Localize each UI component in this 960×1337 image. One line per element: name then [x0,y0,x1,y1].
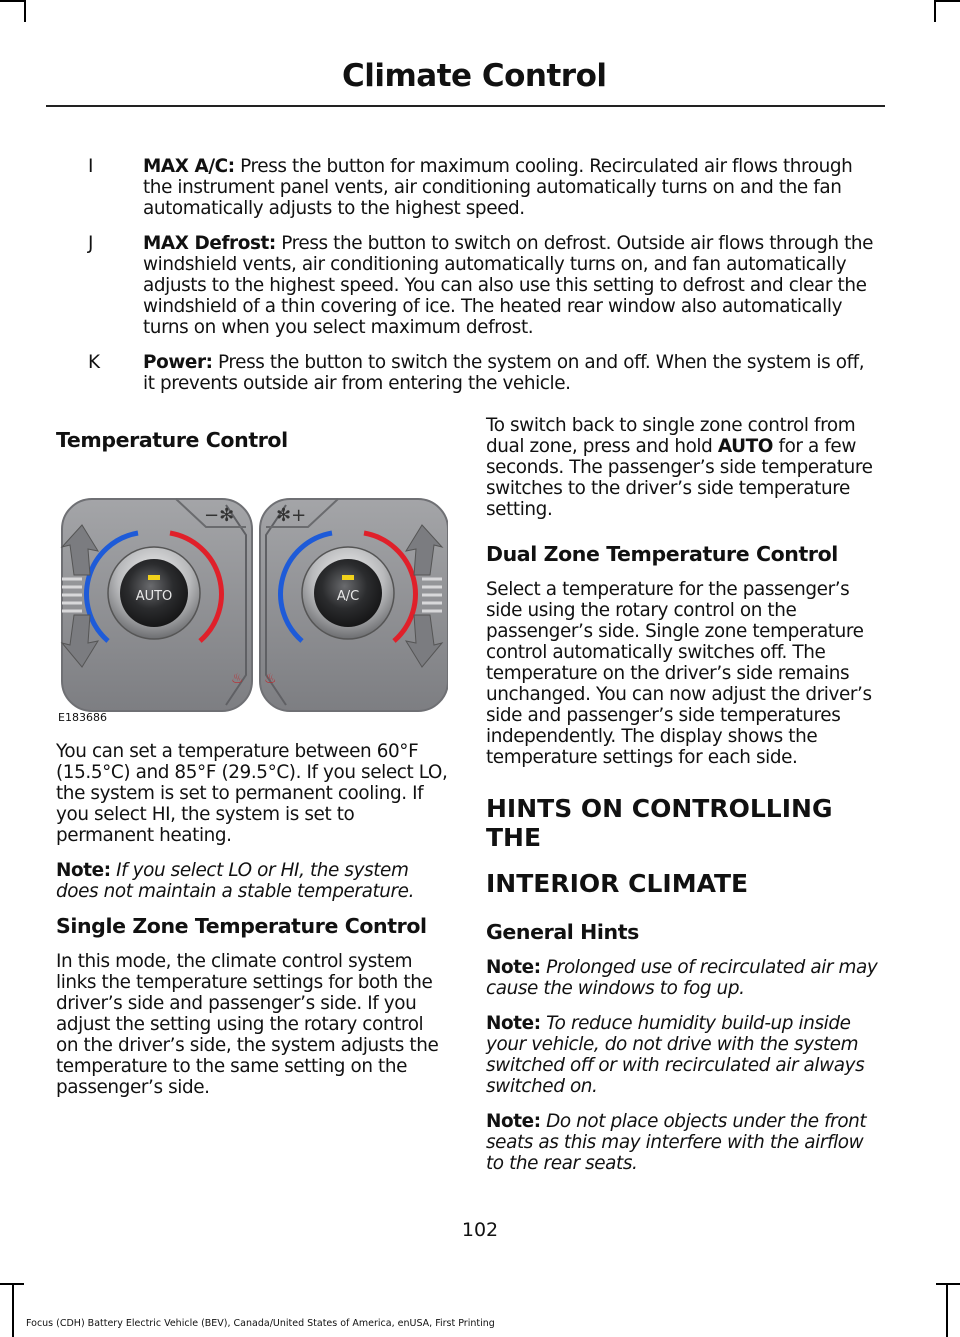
definition-key: I [88,156,94,177]
general-hints-heading: General Hints [486,920,639,944]
definition-list [88,156,878,408]
note-label: Note: [486,1013,541,1034]
switch-back-paragraph [486,415,880,520]
crop-mark [24,0,26,22]
definition-term: MAX Defrost: [143,233,276,254]
page-number: 102 [461,1219,499,1241]
right-indicator-light [342,575,354,580]
definition-key: K [88,352,100,373]
crop-mark [936,1283,960,1285]
note-text: Prolonged use of recirculated air may cause the windows to fog up. [486,957,878,999]
note-text: To reduce humidity build-up inside your vehicle, do not drive with the system switched off or with recirculated air always switched on. [486,1013,865,1097]
figure-code: E183686 [58,711,107,724]
temperature-control-heading: Temperature Control [56,428,288,452]
temperature-range-paragraph: You can set a temperature between 60°F (15.5°C) and 85°F (29.5°C). If you select LO, the system is set to permanent cooling. If you select HI, the system is set to permanent heating. [56,741,448,846]
left-column [56,430,448,465]
dual-zone-paragraph: Select a temperature for the passenger’s side using the rotary control on the passenger’s side. Single zone temperature control automatically switches off. The temperature on the driver’s side remains unchanged. You can now adjust the driver’s side and passenger’s side temperatures independently. The display shows the temperature settings for each side. [486,579,872,768]
left-indicator-light [148,575,160,580]
fan-minus-icon: −✻ [204,505,235,526]
right-column [486,415,880,1188]
page-title-text: Climate Control [342,58,607,94]
footer-text: Focus (CDH) Battery Electric Vehicle (BEV), Canada/United States of America, enUSA, First Printing [26,1318,495,1329]
crop-mark [0,0,24,2]
dual-zone-heading: Dual Zone Temperature Control [486,542,838,566]
note-text: If you select LO or HI, the system does not maintain a stable temperature. [56,860,415,902]
fan-plus-icon: ✻+ [276,505,307,526]
crop-mark [936,0,960,2]
definition-term: Power: [143,352,213,373]
auto-inline: AUTO [717,436,774,457]
seat-heat-left-icon: ♨ [231,671,244,687]
definition-term: MAX A/C: [143,156,235,177]
definition-item-k [88,352,878,394]
crop-mark [12,1283,14,1337]
seat-heat-right-icon: ♨ [264,671,277,687]
note-label: Note: [56,860,111,881]
note-recirculated [486,957,880,999]
note-label: Note: [486,1111,541,1132]
switch-text-a: To switch back to single zone control from dual zone, press and hold [486,415,856,457]
crop-mark [934,0,936,22]
single-zone-paragraph: In this mode, the climate control system links the temperature settings for both the driver’s side and passenger’s side. If you adjust the setting using the rotary control on the driver’s side, the system adjusts the temperature to the same setting on the passenger’s side. [56,951,439,1098]
note-humidity [486,1013,880,1097]
note-label: Note: [486,957,541,978]
auto-label: AUTO [135,589,173,604]
definition-item-j [88,233,878,338]
note-seats [486,1111,880,1174]
crop-mark [946,1283,948,1337]
hints-heading [486,794,880,898]
note-lo-hi [56,860,448,902]
definition-item-i [88,156,878,219]
definition-text: Press the button to switch on defrost. Outside air flows through the windshield vents, air conditioning automatically turns on, and fan automatically adjusts to the highest speed. You can also use this setting to defrost and clear the windshield of a thin covering of ice. The heated rear window also automatically turns on when you select maximum defrost. [143,233,874,338]
definition-key: J [88,233,94,254]
definition-text: Press the button to switch the system on and off. When the system is off, it prevents outside air from entering the vehicle. [143,352,865,394]
hints-heading-line1: HINTS ON CONTROLLING THE [486,794,833,852]
definition-text: Press the button for maximum cooling. Recirculated air flows through the instrument panel vents, air conditioning automatically turns on and the fan automatically adjusts to the highest speed. [143,156,853,219]
header-rule [46,105,885,107]
ac-label: A/C [336,589,360,604]
left-column-text [56,741,448,1112]
switch-text-b: for a few seconds. The passenger’s side temperature switches to the driver’s side temperature setting. [486,436,873,520]
single-zone-heading: Single Zone Temperature Control [56,914,427,938]
climate-control-figure [56,475,448,725]
climate-panel-illustration [56,475,448,725]
note-text: Do not place objects under the front seats as this may interfere with the airflow to the rear seats. [486,1111,867,1174]
hints-heading-line2: INTERIOR CLIMATE [486,869,749,898]
